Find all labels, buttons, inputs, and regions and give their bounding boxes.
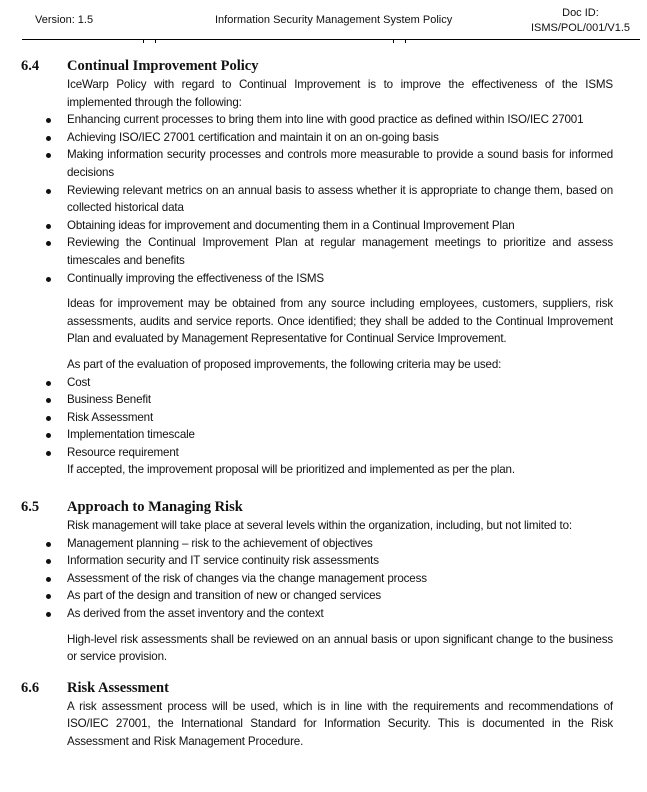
bullet-icon xyxy=(46,277,51,282)
section-number: 6.6 xyxy=(21,679,40,696)
document-id-value: ISMS/POL/001/V1.5 xyxy=(530,22,630,34)
bullet-icon xyxy=(46,118,51,123)
list-item xyxy=(0,217,613,235)
list-item-text: Business Benefit xyxy=(67,393,151,407)
list-item-text: Enhancing current processes to bring them into line with good practice as defined within ISO/IEC 27001 xyxy=(67,113,584,127)
bullet-icon xyxy=(46,136,51,141)
bullet-icon xyxy=(46,594,51,599)
list-item-text: Reviewing the Continual Improvement Plan at regular management meetings to prioritize and assess timescales and benefits xyxy=(67,236,613,267)
header-table-tick xyxy=(405,39,406,43)
bullet-icon xyxy=(46,381,51,386)
list-item-text: Obtaining ideas for improvement and documenting them in a Continual Improvement Plan xyxy=(67,218,515,232)
bullet-icon xyxy=(46,612,51,617)
list-item xyxy=(0,409,613,427)
list-item xyxy=(0,535,613,553)
list-item xyxy=(0,605,613,623)
list-item xyxy=(0,391,613,409)
list-item-text: Reviewing relevant metrics on an annual basis to assess whether it is appropriate to change them, based on collected historical data xyxy=(67,183,613,215)
list-item-text: Cost xyxy=(67,375,91,389)
section-closing: If accepted, the improvement proposal will be prioritized and implemented as per the plan. xyxy=(67,463,515,477)
header-table-tick xyxy=(155,39,156,43)
document-body xyxy=(0,58,647,751)
section-number: 6.5 xyxy=(21,499,40,516)
list-item-text: Implementation timescale xyxy=(67,428,195,442)
list-item xyxy=(0,182,613,217)
section-intro: IceWarp Policy with regard to Continual Improvement is to improve the effectiveness of the ISMS implemented through the following: xyxy=(67,78,613,109)
list-item-text: Management planning – risk to the achievement of objectives xyxy=(67,536,373,550)
list-item-text: As derived from the asset inventory and the context xyxy=(67,607,324,621)
header-table-tick xyxy=(393,39,394,43)
page-header xyxy=(22,0,640,40)
section-title: Continual Improvement Policy xyxy=(67,58,259,74)
list-item xyxy=(0,426,613,444)
list-item-text: As part of the design and transition of new or changed services xyxy=(67,589,382,603)
improvement-list xyxy=(0,111,647,287)
list-item xyxy=(0,587,613,605)
list-item xyxy=(0,570,613,588)
list-item-text: Risk Assessment xyxy=(67,410,154,424)
section-heading xyxy=(0,680,647,698)
list-item xyxy=(0,129,613,147)
section-closing: High-level risk assessments shall be reviewed on an annual basis or upon significant change to the business or service provision. xyxy=(67,632,613,664)
list-item-text: Information security and IT service continuity risk assessments xyxy=(67,554,379,568)
list-item-text: Assessment of the risk of changes via the change management process xyxy=(67,571,427,585)
header-table-tick xyxy=(143,39,144,43)
document-title: Information Security Management System Policy xyxy=(215,14,453,26)
bullet-icon xyxy=(46,224,51,229)
list-item-text: Resource requirement xyxy=(67,445,179,459)
list-item xyxy=(0,111,613,129)
bullet-icon xyxy=(46,433,51,438)
list-item xyxy=(0,146,613,181)
bullet-icon xyxy=(46,241,51,246)
list-item xyxy=(0,270,613,288)
list-item-text: Continually improving the effectiveness of the ISMS xyxy=(67,271,324,285)
section-risk-assessment xyxy=(0,680,647,751)
list-item-text: Making information security processes and controls more measurable to provide a sound basis for informed decisions xyxy=(67,148,613,179)
bullet-icon xyxy=(46,398,51,403)
bullet-icon xyxy=(46,559,51,564)
section-intro: A risk assessment process will be used, which is in line with the requirements and recommendations of ISO/IEC 27001, the International Standard for Information Security. This is documented in the Risk Assessment and Risk Management Procedure. xyxy=(67,699,613,748)
bullet-icon xyxy=(46,542,51,547)
section-heading xyxy=(0,58,647,76)
bullet-icon xyxy=(46,189,51,194)
section-heading xyxy=(0,499,647,517)
list-item-text: Achieving ISO/IEC 27001 certification and maintain it on an on-going basis xyxy=(67,130,439,144)
bullet-icon xyxy=(46,451,51,456)
section-title: Approach to Managing Risk xyxy=(67,499,243,516)
list-item xyxy=(0,234,613,269)
document-id xyxy=(531,6,630,36)
list-item xyxy=(0,374,613,392)
criteria-list xyxy=(0,374,647,462)
document-version: Version: 1.5 xyxy=(35,14,94,26)
ideas-paragraph: Ideas for improvement may be obtained from any source including employees, customers, suppliers, risk assessments, audits and service reports. Once identified; they shall be added to the Continual Improvement Plan and evaluated by Management Representative for Continual Service Improvement. xyxy=(67,297,613,346)
list-item xyxy=(0,444,613,462)
bullet-icon xyxy=(46,153,51,158)
risk-levels-list xyxy=(0,535,647,623)
list-item xyxy=(0,552,613,570)
bullet-icon xyxy=(46,416,51,421)
criteria-intro: As part of the evaluation of proposed improvements, the following criteria may be used: xyxy=(67,357,502,371)
section-number: 6.4 xyxy=(21,58,40,74)
document-id-label: Doc ID: xyxy=(562,7,599,19)
bullet-icon xyxy=(46,577,51,582)
header-divider xyxy=(22,39,640,40)
section-title: Risk Assessment xyxy=(67,679,169,696)
section-continual-improvement xyxy=(0,58,647,479)
section-intro: Risk management will take place at several levels within the organization, including, but not limited to: xyxy=(67,519,572,533)
section-managing-risk xyxy=(0,499,647,666)
